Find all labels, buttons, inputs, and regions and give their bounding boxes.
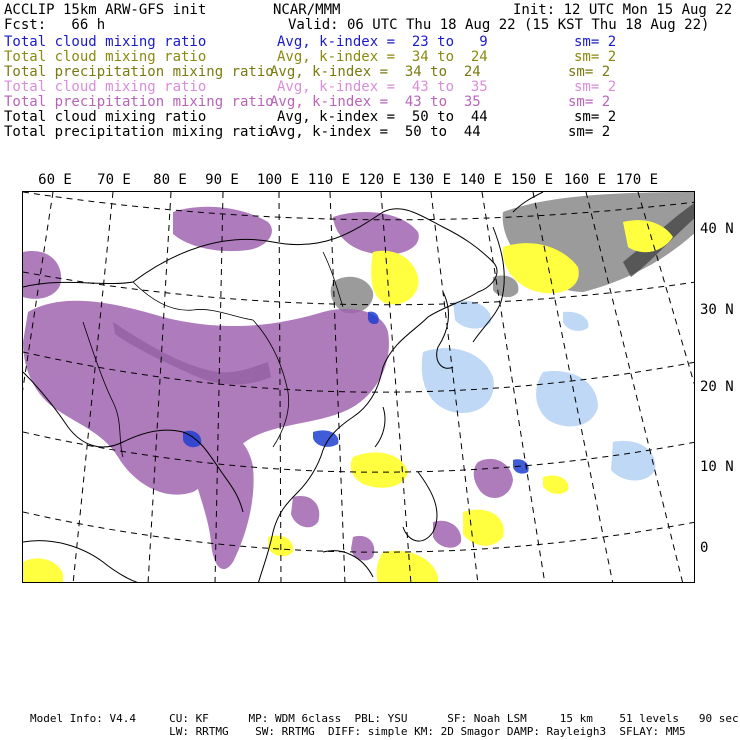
lat-label: 0 (700, 540, 709, 556)
field-row-7 (4, 125, 736, 140)
field-avg: Avg, k-index = 23 to 9 (277, 34, 488, 50)
field-row-2 (4, 50, 736, 65)
field-name: Total cloud mixing ratio (4, 34, 207, 50)
field-row-3 (4, 65, 736, 80)
field-name: Total cloud mixing ratio (4, 79, 207, 95)
field-avg: Avg, k-index = 34 to 24 (270, 64, 481, 80)
field-sm: sm= 2 (574, 49, 617, 65)
forecast-map (22, 191, 695, 583)
lon-label: 80 E (153, 172, 187, 188)
lat-label: 10 N (700, 459, 734, 475)
field-name: Total precipitation mixing ratio (4, 124, 274, 140)
field-sm: sm= 2 (574, 34, 617, 50)
title-left: ACCLIP 15km ARW-GFS init (4, 2, 207, 18)
lon-label: 70 E (97, 172, 131, 188)
field-name: Total precipitation mixing ratio (4, 64, 274, 80)
field-sm: sm= 2 (574, 109, 617, 125)
lon-label: 170 E (615, 172, 659, 188)
field-sm: sm= 2 (568, 94, 611, 110)
init-time: Init: 12 UTC Mon 15 Aug 22 (513, 2, 733, 18)
lon-label: 160 E (563, 172, 607, 188)
lon-label: 100 E (256, 172, 300, 188)
model-info-line-2: LW: RRTMG SW: RRTMG DIFF: simple KM: 2D Smagor DAMP: Rayleigh3 SFLAY: MM5 (30, 725, 686, 738)
lon-label: 130 E (408, 172, 452, 188)
field-sm: sm= 2 (574, 79, 617, 95)
lon-label: 140 E (459, 172, 503, 188)
lightblue-cloud-region (422, 301, 656, 481)
field-avg: Avg, k-index = 34 to 24 (277, 49, 488, 65)
model-info-line-1: Model Info: V4.4 CU: KF MP: WDM 6class PBL: YSU SF: Noah LSM 15 km 51 levels 90 sec (30, 712, 739, 725)
title-center: NCAR/MMM (273, 2, 341, 18)
lon-label: 90 E (205, 172, 239, 188)
field-avg: Avg, k-index = 50 to 44 (277, 109, 488, 125)
forecast-hour: Fcst: 66 h (4, 17, 106, 33)
lon-label: 120 E (358, 172, 402, 188)
lat-label: 30 N (700, 302, 734, 318)
lat-label: 40 N (700, 221, 734, 237)
field-row-6 (4, 110, 736, 125)
field-name: Total cloud mixing ratio (4, 49, 207, 65)
lat-label: 20 N (700, 379, 734, 395)
field-avg: Avg, k-index = 43 to 35 (277, 79, 488, 95)
field-sm: sm= 2 (568, 64, 611, 80)
field-row-4 (4, 80, 736, 95)
field-avg: Avg, k-index = 43 to 35 (270, 94, 481, 110)
lon-label: 60 E (38, 172, 72, 188)
field-name: Total precipitation mixing ratio (4, 94, 274, 110)
field-row-1 (4, 35, 736, 50)
lon-label: 150 E (510, 172, 554, 188)
field-row-5 (4, 95, 736, 110)
field-sm: sm= 2 (568, 124, 611, 140)
field-name: Total cloud mixing ratio (4, 109, 207, 125)
map-canvas (23, 192, 695, 583)
field-avg: Avg, k-index = 50 to 44 (270, 124, 481, 140)
lon-label: 110 E (307, 172, 351, 188)
valid-time: Valid: 06 UTC Thu 18 Aug 22 (15 KST Thu 18 Aug 22) (288, 17, 710, 33)
